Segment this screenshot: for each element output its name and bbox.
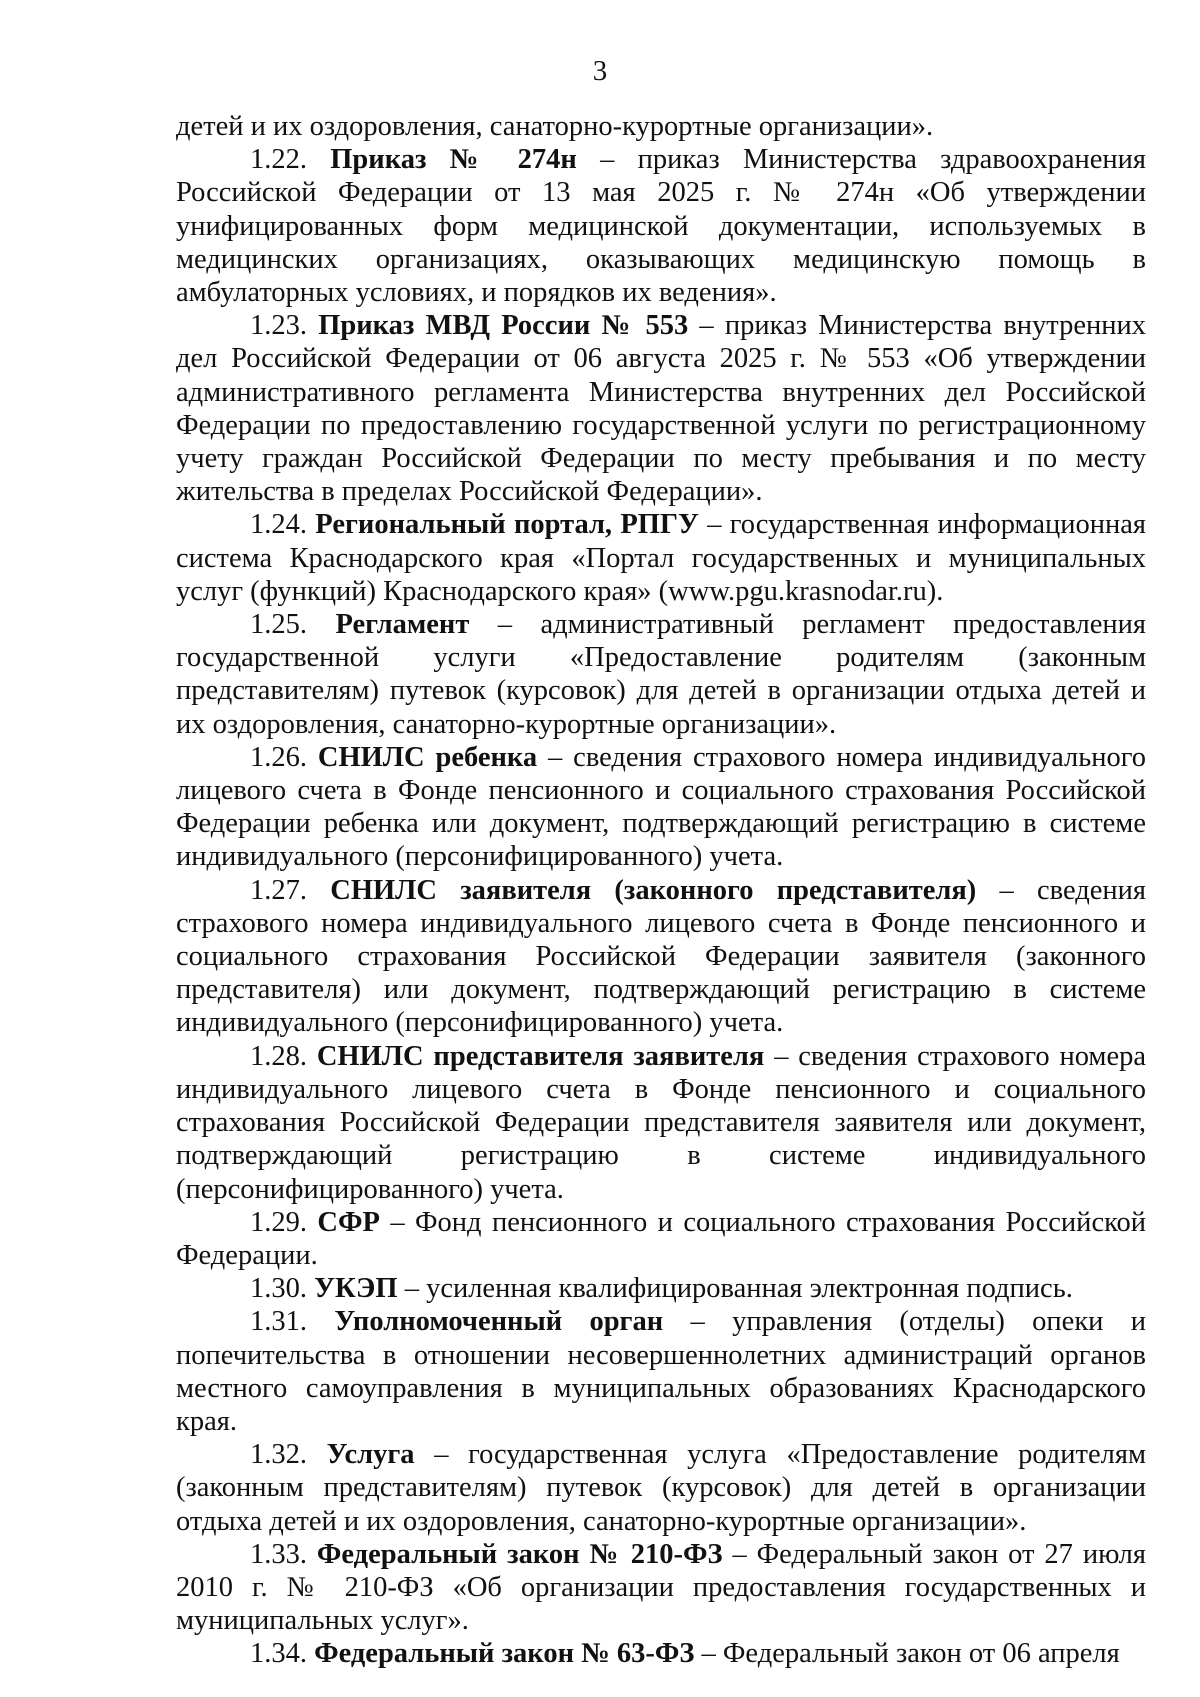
definition-paragraph-1-22 [176, 143, 1146, 309]
defined-term: Федеральный закон № 63-ФЗ [314, 1638, 695, 1670]
paragraph-number: 1.25. [250, 609, 336, 641]
paragraph-number: 1.31. [250, 1306, 335, 1338]
paragraph-number: 1.32. [250, 1439, 327, 1471]
defined-term: Федеральный закон № 210-ФЗ [316, 1538, 723, 1570]
defined-term: СФР [317, 1206, 380, 1238]
defined-term: Региональный портал, РПГУ [315, 509, 699, 541]
definition-text: – усиленная квалифицированная электронная подпись. [397, 1273, 1073, 1305]
definition-text: – административный регламент предоставления государственной услуги «Предоставление родителям (законным представителям) путевок (курсовок) для детей в организации отдыха детей и их оздоровления, санаторно-курортные организации». [176, 609, 1146, 740]
definition-text: – Федеральный закон от 27 июля 2010 г. № 210-ФЗ «Об организации предоставления государственных и муниципальных услуг». [176, 1538, 1146, 1637]
document-body [176, 110, 1146, 1671]
paragraph-number: 1.22. [250, 144, 331, 176]
definition-text: – приказ Министерства здравоохранения Российской Федерации от 13 мая 2025 г. № 274н «Об утверждении унифицированных форм медицинской документации, используемых в медицинских организациях, оказывающих медицинскую помощь в амбулаторных условиях, и порядков их ведения». [176, 144, 1147, 309]
paragraph-number: 1.27. [250, 874, 331, 906]
definition-paragraph-1-30 [176, 1272, 1146, 1305]
definition-paragraph-1-34 [176, 1637, 1146, 1670]
paragraph-number: 1.33. [250, 1538, 317, 1570]
page-number: 3 [592, 55, 608, 87]
definition-paragraph-1-23 [176, 309, 1146, 508]
paragraph-number: 1.23. [250, 310, 319, 342]
defined-term: Регламент [335, 609, 470, 641]
definition-paragraph-1-27 [176, 874, 1146, 1040]
defined-term: СНИЛС представителя заявителя [316, 1040, 765, 1072]
definition-text: – приказ Министерства внутренних дел Российской Федерации от 06 августа 2025 г. № 553 «Об утверждении административного регламента Министерства внутренних дел Российской Федерации по предоставлению государственной услуги по регистрационному учету граждан Российской Федерации по месту пребывания и по месту жительства в пределах Российской Федерации». [176, 310, 1147, 508]
definition-paragraph-1-25 [176, 608, 1146, 741]
paragraph-continuation [176, 110, 1146, 143]
definition-paragraph-1-32 [176, 1438, 1146, 1538]
definition-text: – Фонд пенсионного и социального страхования Российской Федерации. [176, 1206, 1146, 1271]
definition-text: – государственная услуга «Предоставление родителям (законным представителям) путевок (курсовок) для детей в организации отдыха детей и их оздоровления, санаторно-курортные организации». [176, 1439, 1147, 1537]
definition-paragraph-1-31 [176, 1305, 1146, 1438]
defined-term: Уполномоченный орган [334, 1306, 664, 1338]
definition-text: – государственная информационная система Краснодарского края «Портал государственных и муниципальных услуг (функций) Краснодарского края» (www.pgu.krasnodar.ru). [176, 509, 1147, 607]
definition-text: – Федеральный закон от 06 апреля [694, 1638, 1120, 1670]
paragraph-number: 1.29. [250, 1206, 318, 1238]
definition-paragraph-1-28 [176, 1040, 1146, 1206]
paragraph-number: 1.34. [250, 1638, 315, 1670]
definition-paragraph-1-26 [176, 741, 1146, 874]
defined-term: Услуга [326, 1439, 415, 1471]
paragraph-number: 1.24. [250, 509, 316, 541]
definition-text: – сведения страхового номера индивидуального лицевого счета в Фонде пенсионного и социального страхования Российской Федерации представителя заявителя или документ, подтверждающий регистрацию в системе индивидуального (персонифицированного) учета. [176, 1040, 1146, 1205]
definition-paragraph-1-24 [176, 508, 1146, 608]
definition-text: – сведения страхового номера индивидуального лицевого счета в Фонде пенсионного и социального страхования Российской Федерации заявителя (законного представителя) или документ, подтверждающий регистрацию в системе индивидуального (персонифицированного) учета. [176, 874, 1146, 1039]
definition-paragraph-1-33 [176, 1538, 1146, 1638]
defined-term: Приказ МВД России № 553 [318, 310, 689, 342]
paragraph-number: 1.28. [250, 1040, 317, 1072]
paragraph-number: 1.26. [250, 741, 318, 773]
defined-term: УКЭП [314, 1273, 398, 1305]
paragraph-text: детей и их оздоровления, санаторно-курортные организации». [176, 111, 934, 142]
defined-term: СНИЛС заявителя (законного представителя) [330, 874, 977, 906]
definition-text: – сведения страхового номера индивидуального лицевого счета в Фонде пенсионного и социального страхования Российской Федерации ребенка или документ, подтверждающий регистрацию в системе индивидуального (персонифицированного) учета. [176, 741, 1146, 873]
paragraph-number: 1.30. [250, 1273, 315, 1305]
definition-paragraph-1-29 [176, 1206, 1146, 1272]
defined-term: СНИЛС ребенка [317, 741, 538, 773]
definition-text: – управления (отделы) опеки и попечительства в отношении несовершеннолетних администраций органов местного самоуправления в муниципальных образованиях Краснодарского края. [176, 1306, 1146, 1437]
defined-term: Приказ № 274н [330, 144, 577, 176]
